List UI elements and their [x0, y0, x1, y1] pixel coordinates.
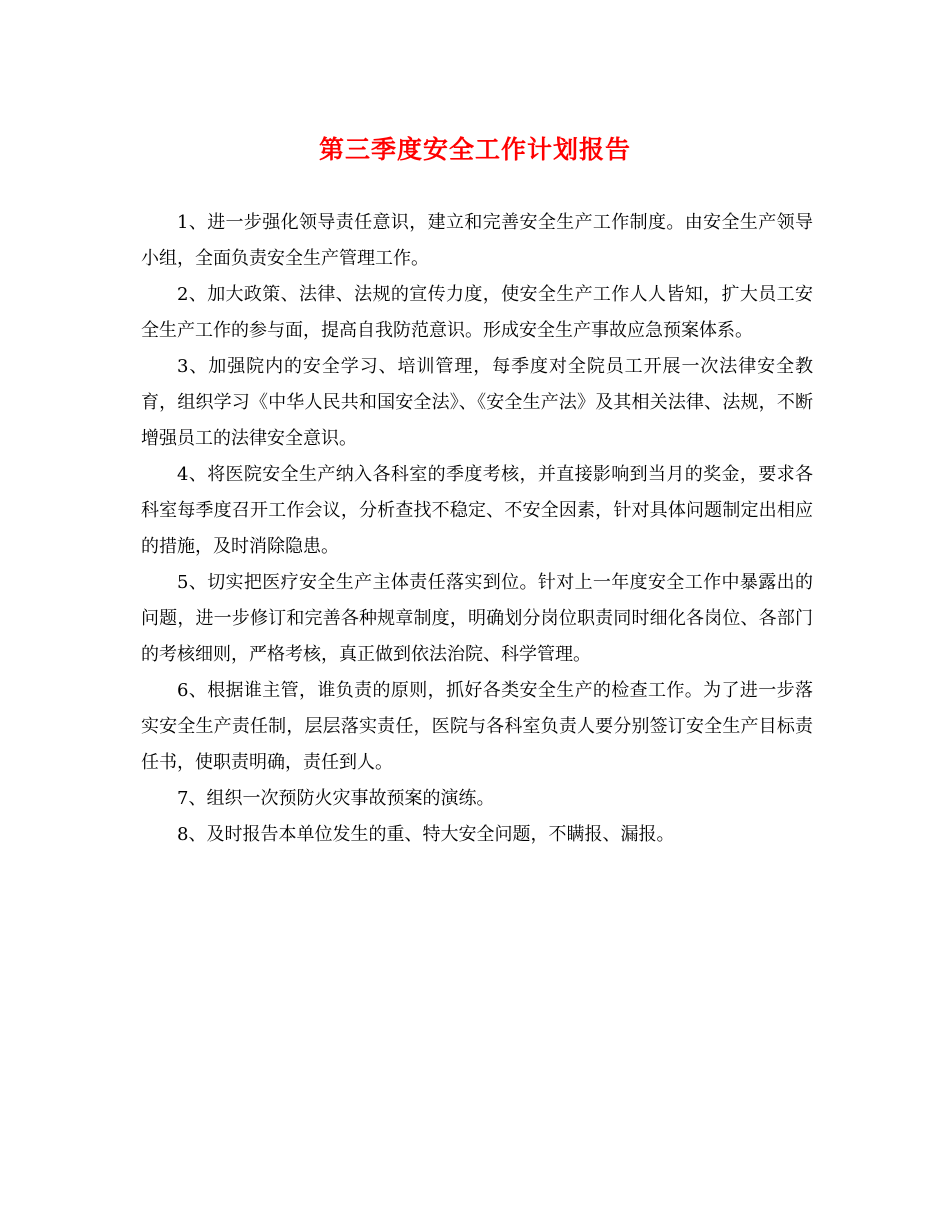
document-title: 第三季度安全工作计划报告 — [318, 135, 631, 164]
paragraph-1: 1、进一步强化领导责任意识，建立和完善安全生产工作制度。由安全生产领导小组，全面负责安全生产管理工作。 — [141, 212, 813, 269]
paragraph-5: 5、切实把医疗安全生产主体责任落实到位。针对上一年度安全工作中暴露出的问题，进一步修订和完善各种规章制度，明确划分岗位职责同时细化各岗位、各部门的考核细则，严格考核，真正做到依法治院、科学管理。 — [141, 572, 813, 665]
paragraph-7: 7、组织一次预防火灾事故预案的演练。 — [177, 788, 495, 809]
paragraph-8: 8、及时报告本单位发生的重、特大安全问题，不瞒报、漏报。 — [177, 824, 675, 845]
paragraph-4: 4、将医院安全生产纳入各科室的季度考核，并直接影响到当月的奖金，要求各科室每季度召开工作会议，分析查找不稳定、不安全因素，针对具体问题制定出相应的措施，及时消除隐患。 — [141, 464, 813, 557]
paragraph-2: 2、加大政策、法律、法规的宣传力度，使安全生产工作人人皆知，扩大员工安全生产工作的参与面，提高自我防范意识。形成安全生产事故应急预案体系。 — [141, 284, 813, 341]
paragraph-6: 6、根据谁主管，谁负责的原则，抓好各类安全生产的检查工作。为了进一步落实安全生产责任制，层层落实责任，医院与各科室负责人要分别签订安全生产目标责任书，使职责明确，责任到人。 — [141, 680, 813, 773]
document-body — [141, 205, 813, 853]
paragraph-3: 3、加强院内的安全学习、培训管理，每季度对全院员工开展一次法律安全教育，组织学习《中华人民共和国安全法》、《安全生产法》及其相关法律、法规，不断增强员工的法律安全意识。 — [141, 356, 813, 449]
